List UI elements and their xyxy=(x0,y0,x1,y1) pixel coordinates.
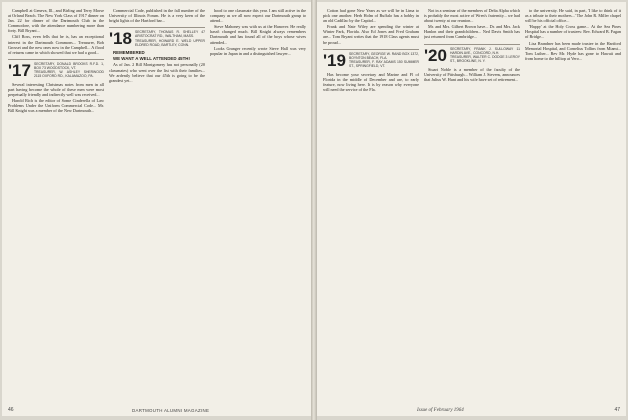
class-secretary: SECRETARY, DONALD BROOKS R.F.D. 1, BOX 73 WOODSTOCK, VT. xyxy=(33,61,104,71)
right-page xyxy=(317,2,626,416)
page-number: 46 xyxy=(8,407,14,413)
page-number: 47 xyxy=(614,407,620,413)
paragraph: Commercial Code, published in the fall number of the University of Illinois Forum. He is a very keen of the bright lights of the Hartford bar... xyxy=(109,8,205,24)
class-year: '20 xyxy=(424,45,447,65)
paragraph: Not in a seminar of the members of Delta Alpha which is probably the most active of Wren's fraternity... we had about twenty at our reunion... xyxy=(424,8,520,24)
paragraph: Harold Rich is the editor of Some Cinderella of Law Problems Under the Uniform Commercial Code... Mr. Bill Knight was a member of the New Dartmouth... xyxy=(8,98,104,114)
class-header-1918 xyxy=(109,27,205,47)
paragraph: Mr. and Mrs. Gilbert Brown have... Dr. and Mrs. Jack Hanlon and their grandchildren... Ned Davis Smith has just returned from Cambridge... xyxy=(424,24,520,40)
paragraph: Lisa Brandner has been made trustee in the Hartford Memorial Hospital, and Cornelius Tollins from Miami... Tom Luther... Rev Mr. Hyde has gone to Hawaii and from home to the hilltop at Vero... xyxy=(525,40,621,61)
class-treasurer: TREASURER, WALTER C. DODGE 3 LEROY ST., BROOKLINE, N. Y. xyxy=(449,54,520,64)
paragraph: to the university. He said, in part, 'I like to think of it as a tribute to their mothers...' The John R. Miller chapel will be his official office... xyxy=(525,8,621,24)
right-column-3 xyxy=(525,8,621,396)
right-column-1 xyxy=(323,8,419,396)
left-column-1 xyxy=(8,8,104,396)
paragraph: Steve Mahoney was with us at the Hanover. He really hasn't changed much. Bill Knight always remembers Dartmouth and has found all of the boys whose wives attended... xyxy=(210,24,306,45)
magazine-title: DARTMOUTH ALUMNI MAGAZINE xyxy=(132,408,210,413)
class-year: '17 xyxy=(8,60,31,80)
paragraph: Has become your secretary and Marine and Fl of Florida in the middle of December and are, to early feature, now living here. It is by reason why everyone will need the service of the Fla. xyxy=(323,71,419,92)
paragraph: Cliff Ross, even fells that he is, has an exceptional interest in the Dartmouth Commons... Treasurer, Bob Grosset and the new ones now in the Campbell... A flood of returns came in which showed that we had a good... xyxy=(8,34,104,55)
left-column-2 xyxy=(109,8,205,396)
section-heading: REMEMBERED xyxy=(113,50,145,56)
class-secretary: SECRETARY, THOMAS R. SHELLEY 47 ARISTOCRAT RD., WALTHAM, MASS. xyxy=(134,30,205,39)
class-treasurer: TREASURER, W. ASHLEY SHERWOOD 2115 OXFORD RD., KALAMAZOO, PA. xyxy=(33,70,104,79)
paragraph: 'Happy' at the Holy Cross game... At the Sea Pines Hospital has a number of trustees: Rev. Edward B. Fagan of Bridge... xyxy=(525,24,621,40)
issue-line: Issue of February 1964 xyxy=(417,408,464,413)
paragraph: Cotton had gone New Years as we will be in Lima to pick one another. Herb Holm of Buffalo has a hobby in an old Cadillac by the Capitol... xyxy=(323,8,419,24)
class-secretary: SECRETARY, GEORGE W. RAND BOX 1372, BOYNTON BEACH, FLA. xyxy=(348,51,419,60)
class-year: '19 xyxy=(323,50,346,70)
class-treasurer: TREASURER, F. RAY ADAMS 150 SUMMER ST., SPRINGFIELD, VT. xyxy=(348,60,419,69)
class-header-1917 xyxy=(8,59,104,79)
class-secretary: SECRETARY, FRANK J. SULLOWAY 11 HARDIN AVE., CONCORD, N.H. xyxy=(449,46,520,55)
class-year: '18 xyxy=(109,29,132,49)
paragraph: Stuart Noble is a member of the faculty of the University of Pittsburgh... William J. Stevens, announces that Julius W. Hunt and his wife have set of retirement... xyxy=(424,66,520,82)
paragraph: Several interesting Christmas notes from men in all part having become the whole of these men were most perpetually friendly and indirectly well was received... xyxy=(8,81,104,98)
class-header-1920 xyxy=(424,44,520,64)
left-column-3 xyxy=(210,8,306,396)
class-treasurer: TREASURER, HOWARD E. WELD UPPER ELDRED ROAD, BARTLEY, CONN. xyxy=(134,38,205,47)
paragraph: As of Jan. 2 Bill Montgomery has not personally (20 classmates) who went over the list with their families... We ardently believe that our 45th is going to be the grandest yet... xyxy=(109,62,205,83)
right-column-2 xyxy=(424,8,520,396)
class-header-1919 xyxy=(323,49,419,69)
paragraph: hood to one classmate this year. I am still active in the company as we all now expect our Dartmouth group to attend... xyxy=(210,8,306,24)
section-subheading: WE WANT A WELL ATTENDED 45TH! xyxy=(113,56,190,62)
paragraph: Frank and Nate Wiley are spending the winter at Winter Park, Florida. Also Ed Jones and Fred Graham are... Tom Bryant writes that the 1918 Class agents must be proud... xyxy=(323,24,419,45)
paragraph: Campbell at Geneva, Ill., and Birling and Terry Morse at Orland Beach. The New York Class of 1917 dinner on Jan. 22 for dinner of the Dartmouth Club in the Commodore, with the attendance numbering more than forty. Bill Bryant... xyxy=(8,8,104,34)
left-page xyxy=(2,2,311,416)
paragraph: Looks Granger recently wrote Steve Hall was very popular in Japan in and a distinguished lawyer... xyxy=(210,45,306,56)
